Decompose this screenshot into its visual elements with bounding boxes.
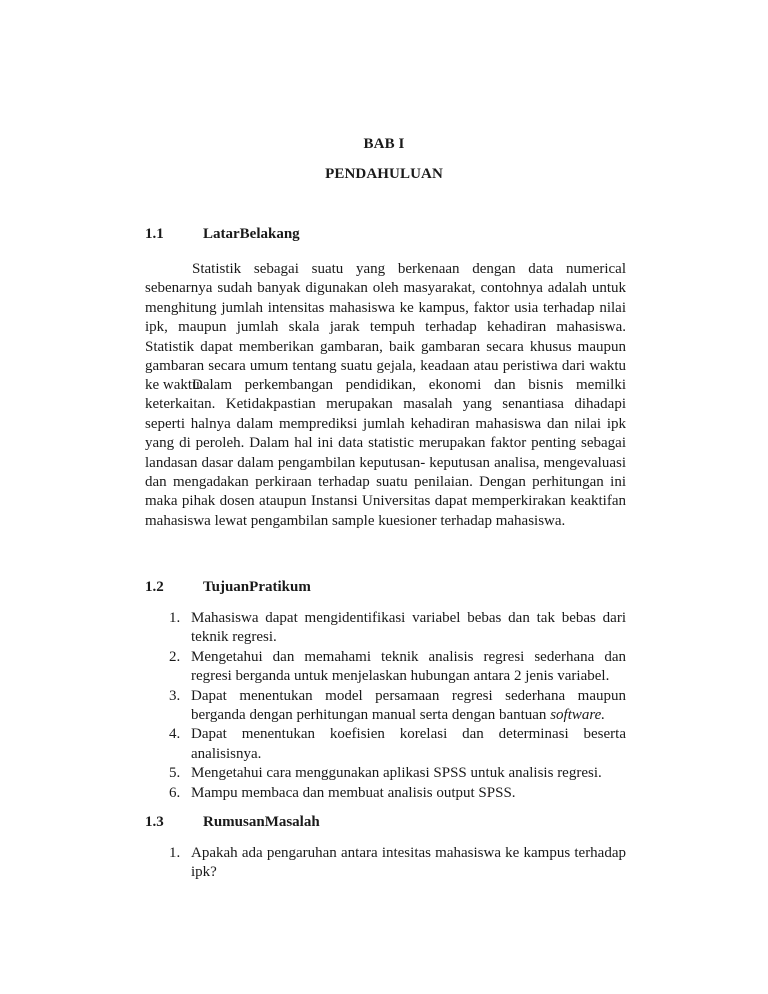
list-number: 5. (169, 765, 181, 782)
section-number: 1.2 (145, 579, 164, 595)
list-item-text: Dapat menentukan model persamaan regresi sederhana maupun berganda dengan perhitungan manual serta dengan bantuan (191, 687, 626, 724)
list-item-text: Dapat menentukan koefisien korelasi dan determinasi beserta analisisnya. (191, 726, 626, 762)
list-number: 6. (169, 784, 181, 801)
section-heading-latar-belakang (145, 226, 300, 243)
paragraph (145, 376, 626, 531)
list-item (145, 844, 626, 883)
paragraph-text: Statistik sebagai suatu yang berkenaan dengan data numerical sebenarnya sudah banyak digunakan oleh masyarakat, contohnya adalah untuk menghitung jumlah intensitas mahasiswa ke kampus, faktor usia terhadap nilai ipk, maupun jumlah skala jarak tempuh terhadap kehadiran mahasiswa. Statistik dapat memberikan gambaran, baik gambaran secara khusus maupun gambaran secara umum tentang suatu gejala, keadaan atau peristiwa dari waktu ke waktu. (145, 261, 626, 394)
list-item-text: Mengetahui dan memahami teknik analisis regresi sederhana dan regresi berganda untuk menjelaskan hubungan antara 2 jenis variabel. (191, 648, 626, 685)
list-item (145, 648, 626, 687)
section-heading-rumusan-masalah (145, 814, 320, 831)
section-title: RumusanMasalah (203, 814, 320, 830)
list-number: 2. (169, 648, 181, 665)
paragraph-text: Dalam perkembangan pendidikan, ekonomi dan bisnis memilki keterkaitan. Ketidakpastian merupakan masalah yang senantiasa dihadapi seperti halnya dalam memprediksi jumlah kehadiran mahasiswa dan nilai ipk yang di peroleh. Dalam hal ini data statistic merupakan faktor penting sebagai landasan dasar dalam pengambilan keputusan- keputusan analisa, mengevaluasi dan mengadakan perkiraan terhadap suatu penilaian. Dengan perhitungan ini maka pihak dosen ataupun Instansi Universitas dapat memperkirakan keaktifan mahasiswa lewat pengambilan sample kuesioner terhadap mahasiswa. (145, 377, 626, 529)
list-item (145, 784, 626, 803)
section-title: TujuanPratikum (203, 579, 311, 595)
list-item-italic: software. (550, 707, 606, 724)
list-number: 1. (169, 610, 181, 626)
list-item (145, 687, 626, 726)
section-number: 1.3 (145, 814, 164, 830)
chapter-subtitle: PENDAHULUAN (325, 166, 443, 182)
list-item (145, 609, 626, 648)
list-item-text: Mahasiswa dapat mengidentifikasi variabel bebas dan tak bebas dari teknik regresi. (191, 610, 626, 646)
problem-list (145, 844, 626, 883)
list-number: 4. (169, 726, 181, 743)
list-number: 3. (169, 687, 181, 704)
list-number: 1. (169, 845, 181, 861)
list-item-text: Mengetahui cara menggunakan aplikasi SPSS untuk analisis regresi. (191, 765, 602, 782)
objectives-list (145, 609, 626, 803)
section-number: 1.1 (145, 226, 164, 242)
list-item-text: Apakah ada pengaruhan antara intesitas mahasiswa ke kampus terhadap ipk? (191, 845, 626, 881)
section-heading-tujuan-pratikum (145, 579, 311, 596)
list-item-text: Mampu membaca dan membuat analisis output SPSS. (191, 784, 516, 801)
list-item (145, 725, 626, 764)
section-title: LatarBelakang (203, 226, 300, 242)
chapter-title: BAB I (363, 136, 405, 152)
list-item (145, 764, 626, 783)
